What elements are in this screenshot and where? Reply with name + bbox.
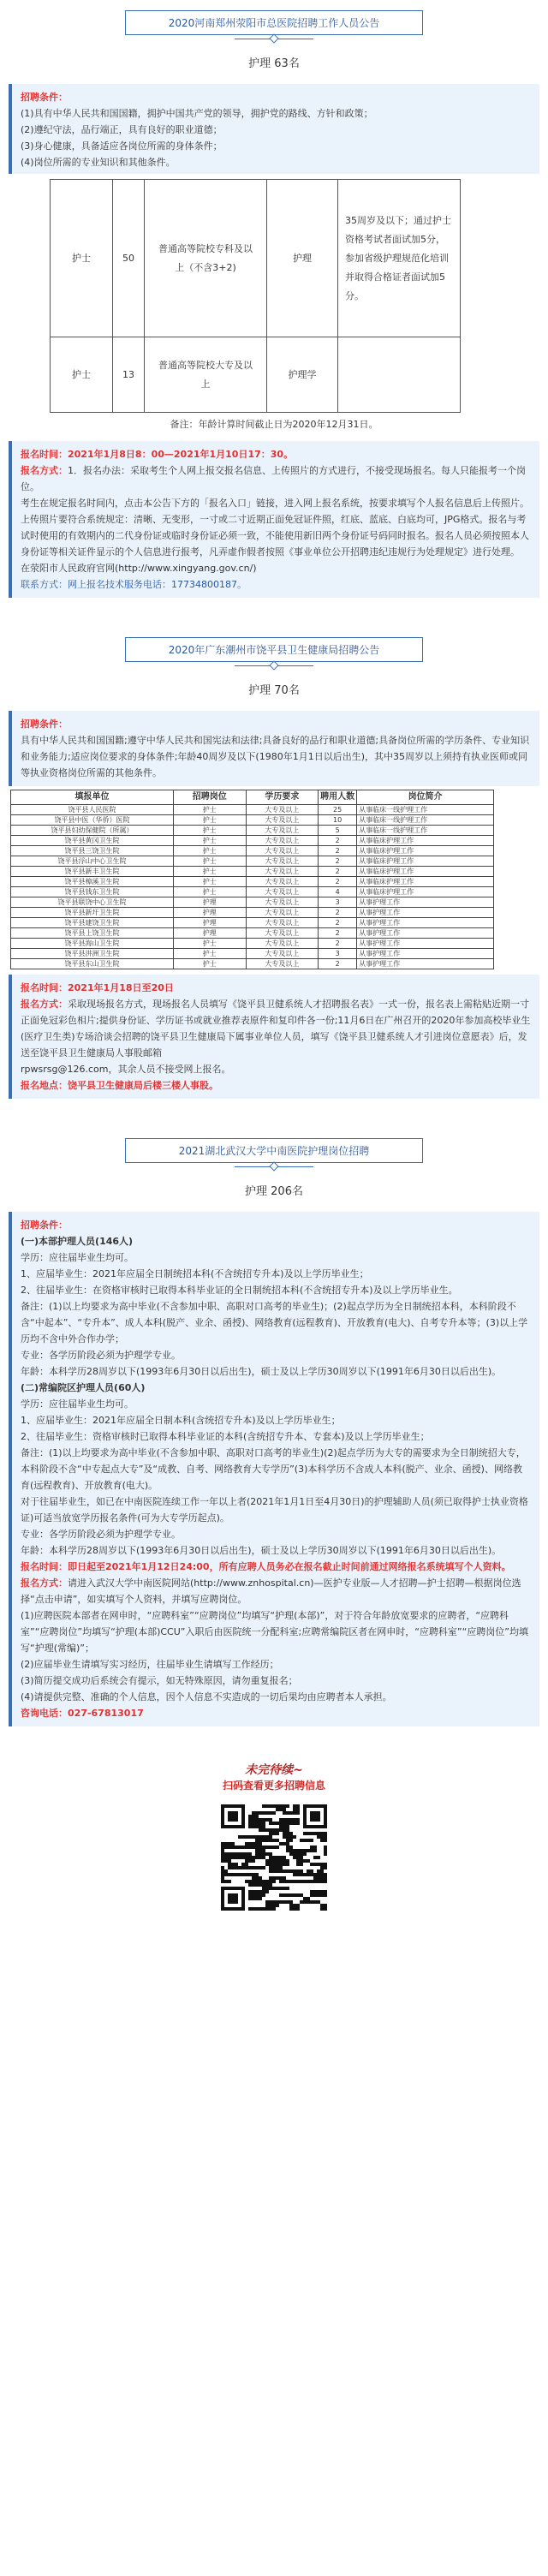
table-cell: 13 [113,337,145,413]
table-cell: 从事护理工作 [357,959,494,969]
condition-item: 专业：各学历阶段必须为护理学专业。 [21,1529,181,1540]
table-cell: 2 [319,918,357,928]
title-divider [0,662,548,669]
condition-item: (1)具有中华人民共和国国籍，拥护中国共产党的领导，拥护党的路线、方针和政策； [21,108,373,119]
table-cell: 2 [319,867,357,877]
consult-phone: 咨询电话：027-67813017 [21,1708,144,1719]
positions-table [50,179,461,413]
qr-code-icon [217,1801,331,1914]
table-row [11,928,494,939]
condition-item: 对于往届毕业生，如已在中南医院连续工作一年以上者(2021年1月1日至4月30日)的护理辅助人员(须已取得护士执业资格证)可适当放宽学历报名条件(可为大专学历起点)。 [21,1496,528,1524]
address-text: 报名地点：饶平县卫生健康局后楼三楼人事股。 [21,1080,218,1091]
table-cell: 饶平县联饶中心卫生院 [11,897,174,908]
table-cell: 饶平县东山卫生院 [11,959,174,969]
table-cell: 大专及以上 [246,897,319,908]
table-cell: 3 [319,949,357,959]
table-row [11,887,494,897]
table-cell: 从事临床护理工作 [357,836,494,846]
section-wuhan [0,1138,548,1726]
section-subtitle: 护理 206名 [245,1185,303,1198]
table-cell: 护士 [173,805,246,815]
table-body [11,805,494,969]
table-cell: 从事临床护理工作 [357,856,494,867]
time-text: 报名时间：即日起至2021年1月12日24:00，所有应聘人员务必在报名截止时间前通过网络报名系统填写个人资料。 [21,1561,511,1572]
table-cell: 大专及以上 [246,805,319,815]
column-header: 学历要求 [246,790,319,805]
table-cell: 25 [319,805,357,815]
table-cell: 大专及以上 [246,908,319,918]
table-cell: 从事护理工作 [357,908,494,918]
registration-box [9,975,539,1099]
table-cell: 饶平县上饶卫生院 [11,928,174,939]
table-row [11,908,494,918]
section-title: 2021湖北武汉大学中南医院护理岗位招聘 [125,1138,423,1163]
section-subtitle: 护理 63名 [248,57,300,70]
footer-line2: 扫码查看更多招聘信息 [222,1780,325,1792]
table-cell: 护理 [173,908,246,918]
table-cell: 大专及以上 [246,959,319,969]
table-cell: 大专及以上 [246,949,319,959]
table-cell: 2 [319,877,357,887]
table-cell: 护士 [173,867,246,877]
condition-item: 备注：(1)以上均要求为高中毕业(不含参加中职、高职对口高考的毕业生)(2)起点学历为大专的需要求为全日制统招大专，本科阶段不含“中专起点大专”及“成教、自考、网络教育大专学历”(3)本科学历不含成人本科(脱产、业余、函授)、网络教育(远程教育)、开放教育(电大)。 [21,1447,526,1491]
method-label: 报名方式： [21,999,68,1010]
time-value: 2021年1月8日8：00—2021年1月10日17：30。 [68,449,294,460]
note-item: (1)应聘医院本部者在网申时，“应聘科室”“应聘岗位”均填写“护理(本部)”，对于符合年龄放宽要求的应聘者，“应聘科室”“应聘岗位”均填写“护理(本部)CCU”入职后由医院统一分配科室;应聘常编院区者在网申时，“应聘科室”“应聘岗位”均填写“护理(常编)”； [21,1610,528,1654]
method-detail: 考生在规定报名时间内，点击本公告下方的「报名入口」链接，进入网上报名系统，按要求填写个人报名信息后上传照片。上传照片要符合系统规定：清晰、无变形，一寸或二寸近期正面免冠证件照，红底、蓝底、白底均可，JPG格式。报名与考试时使用的有效期内的二代身份证或临时身份证必须一致，不能使用新旧两个身份证号码同时报名。报名人员必须按照本人身份证等相关证件显示的个人信息进行报考，凡弄虚作假者按照《事业单位公开招聘违纪违规行为处理规定》进行处理。 [21,498,529,558]
method-label: 报名方式： [21,1577,68,1589]
table-row [11,836,494,846]
table-cell: 饶平县汫洲卫生院 [11,949,174,959]
footer [0,1761,548,1914]
table-cell: 大专及以上 [246,918,319,928]
table-cell: 饶平县新圩卫生院 [11,908,174,918]
table-cell: 2 [319,928,357,939]
title-divider [0,1163,548,1170]
table-cell: 护士 [173,877,246,887]
table-cell: 大专及以上 [246,939,319,949]
condition-item: (4)岗位所需的专业知识和其他条件。 [21,157,176,168]
condition-item: 年龄：本科学历28周岁以下(1993年6月30日以后出生)，硕士及以上学历30周岁以下(1991年6月30日以后出生)。 [21,1366,502,1377]
table-cell: 护士 [173,887,246,897]
table-cell: 从事护理工作 [357,897,494,908]
condition-item: 1、应届毕业生：2021年应届全日制本科(含统招专升本)及以上学历毕业生； [21,1415,341,1426]
table-row [11,826,494,836]
table-cell: 护士 [173,959,246,969]
table-cell: 饶平县浮山中心卫生院 [11,856,174,867]
table-row [11,877,494,887]
email-text: rpwsrsg@126.com，其余人员不接受网上报名。 [21,1064,231,1075]
website-text: 在荥阳市人民政府官网(http://www.xingyang.gov.cn/) [21,563,257,574]
condition-item: 年龄：本科学历28周岁以下(1993年6月30日以后出生)，硕士及以上学历30周岁以下(1991年6月30日以后出生)。 [21,1545,502,1556]
table-cell: 50 [113,180,145,337]
condition-item: 学历：应往届毕业生均可。 [21,1398,134,1410]
method-text: 1．报名办法：采取考生个人网上报交报名信息、上传照片的方式进行，不接受现场报名。每人只能报考一个岗位。 [21,465,526,492]
conditions-box [9,1212,539,1726]
registration-box [9,441,539,598]
table-cell: 大专及以上 [246,928,319,939]
table-cell [338,337,461,413]
section-raoping [0,637,548,1099]
section-title: 2020河南郑州荥阳市总医院招聘工作人员公告 [125,10,423,35]
table-cell: 饶平县妇幼保健院（所属） [11,826,174,836]
table-row [11,939,494,949]
note-item: (4)请提供完整、准确的个人信息，因个人信息不实造成的一切后果均由应聘者本人承担。 [21,1691,392,1702]
table-cell: 饶平县新丰卫生院 [11,867,174,877]
table-cell: 4 [319,887,357,897]
table-cell: 从事临床护理工作 [357,846,494,856]
table-row [11,897,494,908]
table-cell: 从事临床一线护理工作 [357,815,494,826]
method-text: 请进入武汉大学中南医院网站(http://www.znhospital.cn)—医护专业版—人才招聘—护士招聘—根据岗位选择“点击申请”，如实填写个人资料，并填写应聘岗位。 [21,1577,521,1605]
time-label: 报名时间： [21,982,68,993]
table-cell: 从事临床护理工作 [357,887,494,897]
column-header: 岗位简介 [357,790,494,805]
conditions-heading: 招聘条件： [21,1219,68,1231]
column-header: 填报单位 [11,790,174,805]
table-cell: 护理 [267,180,338,337]
table-cell: 护士 [173,949,246,959]
table-cell: 10 [319,815,357,826]
table-cell: 饶平县樟溪卫生院 [11,877,174,887]
condition-item: (2)遵纪守法，品行端正，具有良好的职业道德； [21,124,223,135]
table-cell: 大专及以上 [246,836,319,846]
column-header: 招聘岗位 [173,790,246,805]
table-cell: 大专及以上 [246,877,319,887]
table-cell: 护士 [173,856,246,867]
table-cell: 饶平县黄冈卫生院 [11,836,174,846]
condition-item: 学历：应往届毕业生均可。 [21,1252,134,1263]
table-cell: 护士 [173,846,246,856]
table-cell: 大专及以上 [246,856,319,867]
time-label: 报名时间： [21,449,68,460]
table-cell: 饶平县人民医院 [11,805,174,815]
table-cell: 从事护理工作 [357,949,494,959]
table-cell: 护理 [173,928,246,939]
table-row [51,337,461,413]
table-row [11,949,494,959]
table-cell: 2 [319,939,357,949]
table-cell: 从事临床一线护理工作 [357,826,494,836]
table-cell: 从事护理工作 [357,928,494,939]
table-cell: 护理 [173,918,246,928]
table-cell: 35周岁及以下；通过护士资格考试者面试加5分，参加省级护理规范化培训并取得合格证者面试加5分。 [338,180,461,337]
table-cell: 5 [319,826,357,836]
table-header-row [11,790,494,805]
table-cell: 饶平县钱东卫生院 [11,887,174,897]
conditions-heading: 招聘条件： [21,92,68,103]
section-subtitle: 护理 70名 [248,684,300,697]
conditions-text: 具有中华人民共和国国籍;遵守中华人民共和国宪法和法律;具备良好的品行和职业道德;具备岗位所需的学历条件、专业知识和业务能力;适应岗位要求的身体条件;年龄40周岁及以下(1980年1月1日以后出生)，其中35周岁以上须持有执业医师或同等执业资格岗位所需的其他条件。 [21,735,530,778]
table-cell: 大专及以上 [246,826,319,836]
note-item: (3)简历提交成功后系统会有提示，如无特殊原因，请勿重复报名； [21,1675,298,1686]
table-note: 备注：年龄计算时间截止日为2020年12月31日。 [170,419,378,430]
column-header: 聘用人数 [319,790,357,805]
footer-line1: 未完待续~ [245,1763,303,1777]
conditions-box [9,84,539,174]
condition-item: 专业：各学历阶段必须为护理学专业。 [21,1350,181,1361]
table-cell: 护士 [173,939,246,949]
group-heading: (二)常编院区护理人员(60人) [21,1382,146,1393]
title-divider [0,35,548,42]
table-cell: 护士 [173,836,246,846]
section-zhengzhou [0,0,548,598]
table-row [11,867,494,877]
table-cell: 护士 [51,180,113,337]
table-cell: 护士 [173,826,246,836]
table-cell: 大专及以上 [246,887,319,897]
table-cell: 2 [319,856,357,867]
table-cell: 饶平县中医（华侨）医院 [11,815,174,826]
condition-item: 2、往届毕业生：资格审核时已取得本科毕业证的本科(含统招专升本、专套本)及以上学历毕业生； [21,1431,430,1442]
table-cell: 从事临床护理工作 [357,867,494,877]
condition-item: 1、应届毕业生：2021年应届全日制统招本科(不含统招专升本)及以上学历毕业生； [21,1268,369,1279]
method-text: 采取现场报名方式，现场报名人员填写《饶平县卫健系统人才招聘报名表》一式一份，报名表上需粘贴近期一寸正面免冠彩色相片;提供身份证、学历证书或就业推荐表原件和复印件各一份;11月6日在广州召开的2020年参加高校毕业生(医疗卫生类)专场洽谈会招聘的饶平县卫生健康局下属事业单位人员，填写《饶平县卫健系统人才引进岗位意愿表》后，发送至饶平县卫生健康局人事股邮箱 [21,999,531,1058]
positions-table [10,790,494,969]
table-cell: 从事临床护理工作 [357,877,494,887]
table-row [11,959,494,969]
table-cell: 护理 [173,897,246,908]
table-cell: 从事护理工作 [357,939,494,949]
table-cell: 护士 [173,815,246,826]
table-row [51,180,461,337]
table-cell: 饶平县三饶卫生院 [11,846,174,856]
table-cell: 饶平县海山卫生院 [11,939,174,949]
table-cell: 2 [319,908,357,918]
group-heading: (一)本部护理人员(146人) [21,1236,134,1247]
section-title: 2020年广东潮州市饶平县卫生健康局招聘公告 [125,637,423,662]
table-cell: 大专及以上 [246,867,319,877]
table-cell: 护士 [51,337,113,413]
table-cell: 饶平县建饶卫生院 [11,918,174,928]
table-row [11,815,494,826]
table-cell: 从事临床一线护理工作 [357,805,494,815]
method-label: 报名方式： [21,465,68,476]
condition-item: (3)身心健康，具备适应各岗位所需的身体条件； [21,140,223,152]
table-row [11,846,494,856]
condition-item: 备注：(1)以上均要求为高中毕业(不含参加中职、高职对口高考的毕业生)；(2)起点学历为全日制统招本科，本科阶段不含“中起本”、“专升本”、成人本科(脱产、业余、函授)、网络教育(远程教育)、开放教育(电大)、自考专升本等；(3)以上学历均不含中外合作办学； [21,1301,528,1345]
conditions-box [9,711,539,786]
table-row [11,805,494,815]
table-cell: 2 [319,836,357,846]
table-cell: 2 [319,846,357,856]
time-text [21,980,531,996]
table-cell: 普通高等院校专科及以上（不含3+2) [145,180,267,337]
table-cell: 护理学 [267,337,338,413]
table-cell: 大专及以上 [246,846,319,856]
table-cell: 2 [319,959,357,969]
table-cell: 普通高等院校大专及以上 [145,337,267,413]
contact-text: 联系方式：网上报名技术服务电话：17734800187。 [21,579,247,590]
note-item: (2)应届毕业生请填写实习经历，往届毕业生请填写工作经历； [21,1659,279,1670]
table-row [11,856,494,867]
table-cell: 大专及以上 [246,815,319,826]
qr-code-image[interactable] [217,1801,331,1914]
table-row [11,918,494,928]
condition-item: 2、往届毕业生：在资格审核时已取得本科毕业证的全日制统招本科(不含统招专升本)及以上学历毕业生。 [21,1285,458,1296]
table-cell: 3 [319,897,357,908]
time-value: 2021年1月18日至20日 [68,982,174,993]
table-cell: 从事护理工作 [357,918,494,928]
conditions-heading: 招聘条件： [21,719,68,730]
